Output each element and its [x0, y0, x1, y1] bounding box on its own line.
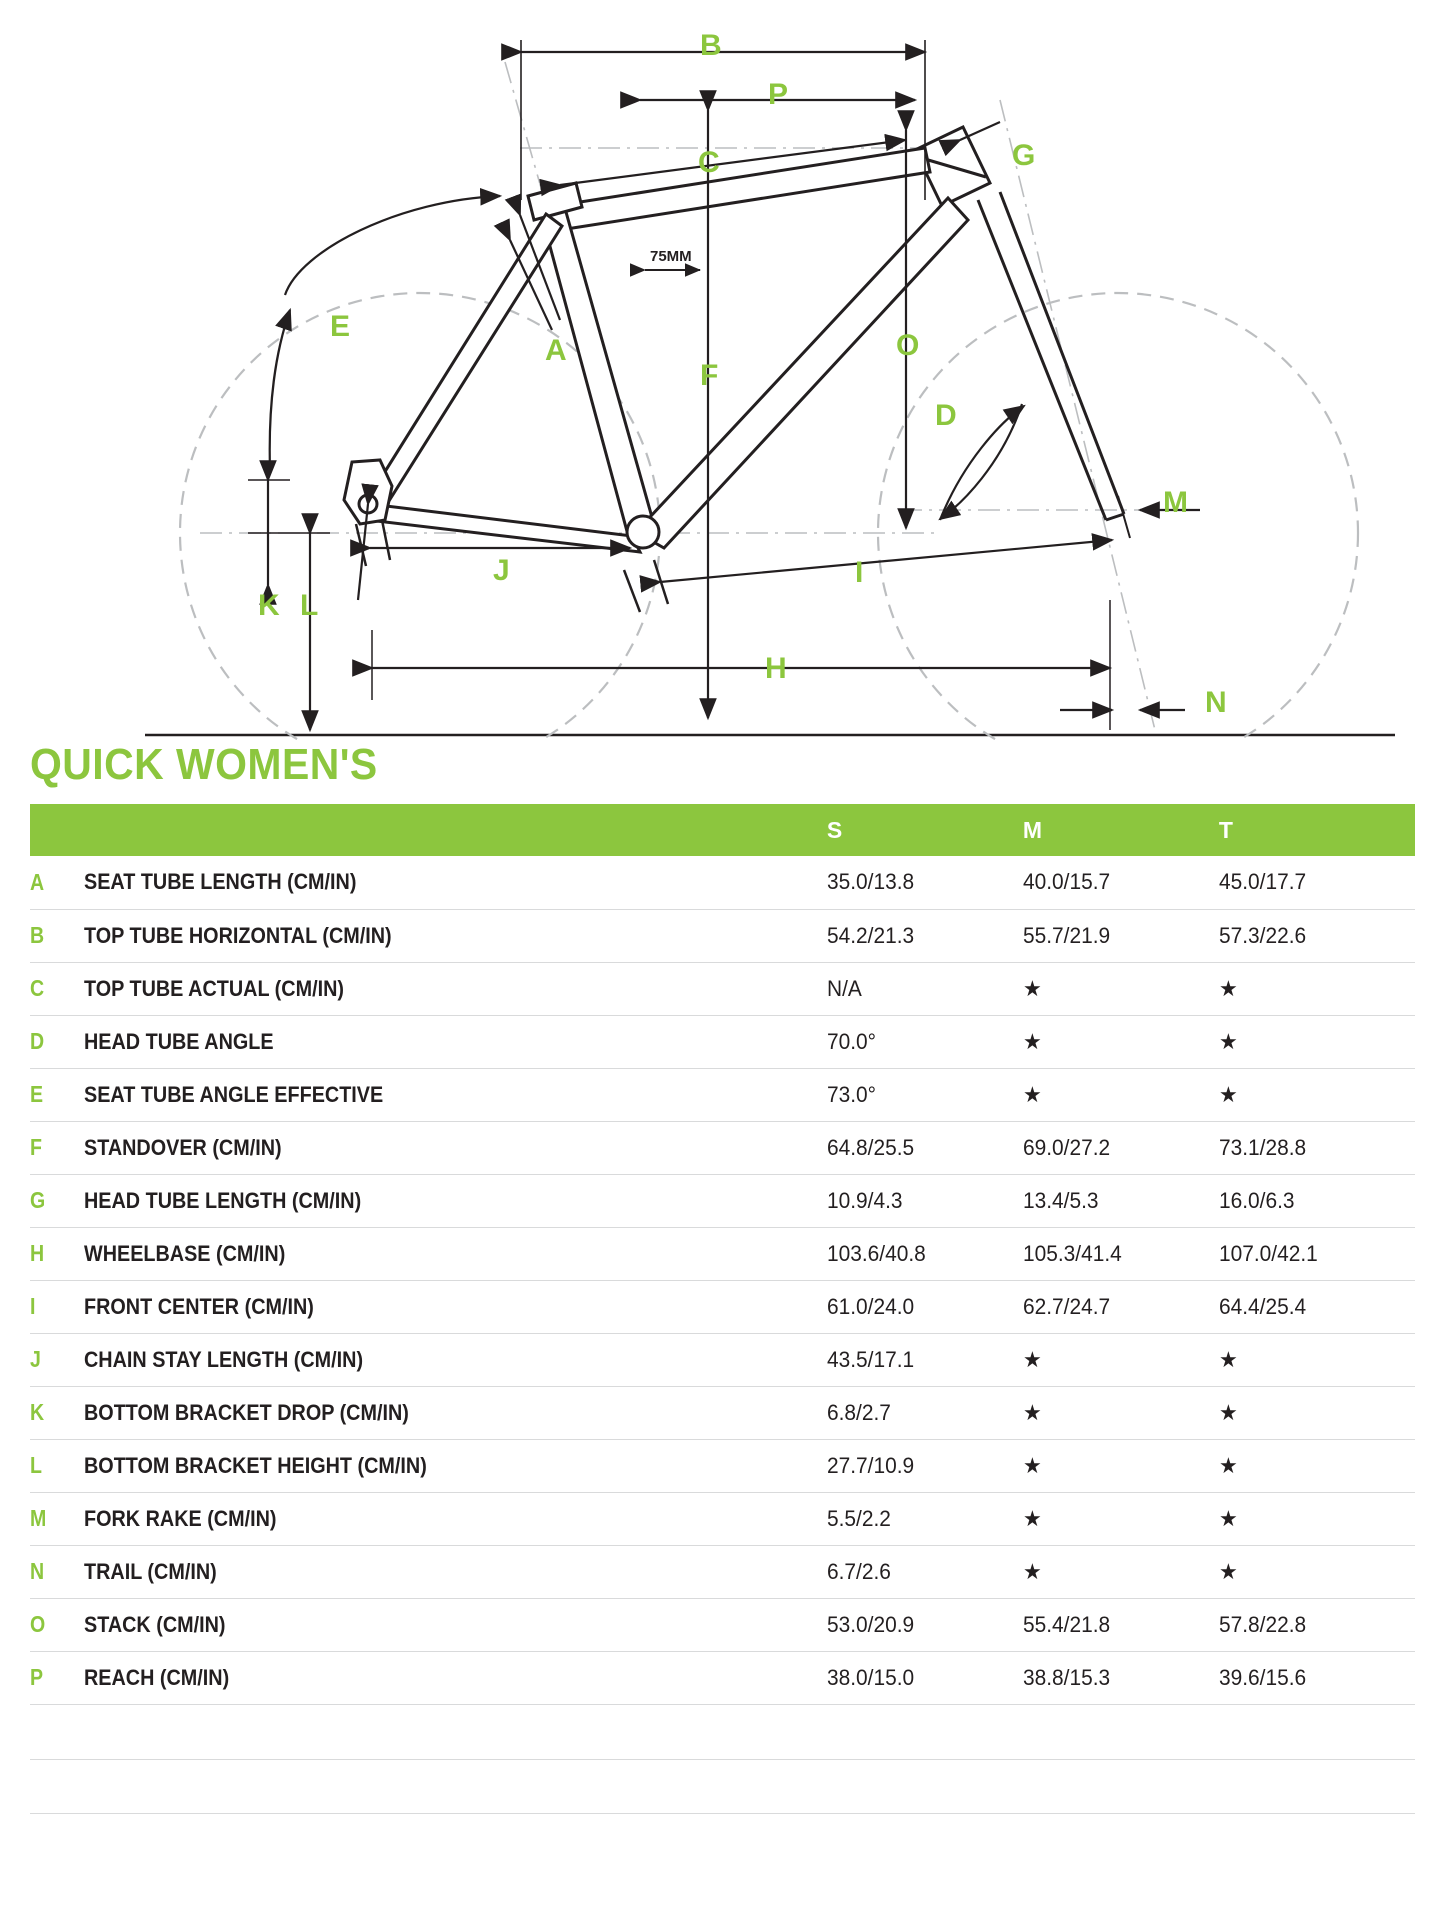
diagram-label-H: H — [765, 652, 787, 685]
bike-geometry-diagram — [0, 0, 1445, 740]
row-letter: K — [30, 1399, 45, 1425]
diagram-label-J: J — [493, 554, 510, 587]
table-row — [30, 1651, 1415, 1704]
diagram-label-D: D — [935, 399, 957, 432]
row-label: STACK (CM/IN) — [83, 1611, 226, 1637]
diagram-label-C: C — [698, 146, 720, 179]
row-label: TOP TUBE ACTUAL (CM/IN) — [83, 975, 344, 1001]
diagram-label-K: K — [258, 589, 280, 622]
table-row — [30, 1121, 1415, 1174]
row-value-t: ★ — [1218, 975, 1238, 1001]
row-value-m: 62.7/24.7 — [1022, 1293, 1111, 1319]
row-letter: P — [30, 1664, 44, 1690]
row-value-s: 10.9/4.3 — [826, 1187, 903, 1213]
row-letter: M — [30, 1505, 47, 1531]
row-letter: L — [30, 1452, 42, 1478]
table-row — [30, 1545, 1415, 1598]
geometry-table — [30, 804, 1415, 1705]
row-label: STANDOVER (CM/IN) — [83, 1134, 282, 1160]
row-value-t: ★ — [1218, 1081, 1238, 1107]
row-label: FRONT CENTER (CM/IN) — [83, 1293, 314, 1319]
column-header-measure — [84, 804, 827, 856]
row-value-s: 27.7/10.9 — [826, 1452, 914, 1478]
row-letter: D — [30, 1028, 45, 1054]
row-label: SEAT TUBE ANGLE EFFECTIVE — [83, 1081, 383, 1107]
row-label: TRAIL (CM/IN) — [83, 1558, 217, 1584]
row-value-t: 45.0/17.7 — [1218, 869, 1307, 895]
diagram-label-O: O — [896, 329, 920, 362]
diagram-label-M: M — [1163, 486, 1188, 519]
diagram-label-L: L — [300, 589, 319, 622]
column-header-s: S — [826, 816, 843, 843]
row-value-t: 57.8/22.8 — [1218, 1611, 1307, 1637]
row-value-s: 35.0/13.8 — [826, 869, 914, 895]
row-label: SEAT TUBE LENGTH (CM/IN) — [83, 869, 357, 895]
row-value-m: 38.8/15.3 — [1022, 1664, 1111, 1690]
row-value-s: 61.0/24.0 — [826, 1293, 914, 1319]
row-value-m: 40.0/15.7 — [1022, 869, 1111, 895]
diagram-label-B: B — [700, 29, 722, 62]
row-value-t: 39.6/15.6 — [1218, 1664, 1307, 1690]
row-value-t: ★ — [1218, 1452, 1238, 1478]
row-label: CHAIN STAY LENGTH (CM/IN) — [83, 1346, 363, 1372]
row-letter: C — [30, 975, 45, 1001]
row-value-s: 38.0/15.0 — [826, 1664, 914, 1690]
row-label: WHEELBASE (CM/IN) — [83, 1240, 286, 1266]
row-value-t: ★ — [1218, 1558, 1238, 1584]
row-letter: G — [30, 1187, 46, 1213]
table-row — [30, 962, 1415, 1015]
table-header-row — [30, 804, 1415, 856]
row-value-m: ★ — [1022, 1028, 1042, 1054]
row-value-s: 43.5/17.1 — [826, 1346, 914, 1372]
table-row — [30, 1068, 1415, 1121]
row-value-m: ★ — [1022, 1399, 1042, 1425]
row-value-s: 54.2/21.3 — [826, 922, 914, 948]
row-label: FORK RAKE (CM/IN) — [83, 1505, 277, 1531]
row-label: REACH (CM/IN) — [83, 1664, 229, 1690]
diagram-label-G: G — [1012, 139, 1036, 172]
row-label: BOTTOM BRACKET HEIGHT (CM/IN) — [83, 1452, 427, 1478]
table-row — [30, 1227, 1415, 1280]
footer-divider-1 — [30, 1759, 1415, 1761]
row-value-t: ★ — [1218, 1399, 1238, 1425]
diagram-label-A: A — [545, 334, 567, 367]
row-letter: O — [30, 1611, 46, 1637]
row-letter: N — [30, 1558, 45, 1584]
diagram-label-N: N — [1205, 686, 1227, 719]
row-value-m: ★ — [1022, 1452, 1042, 1478]
column-header-m: M — [1022, 816, 1043, 843]
row-value-m: ★ — [1022, 1081, 1042, 1107]
row-value-s: 53.0/20.9 — [826, 1611, 914, 1637]
row-value-m: ★ — [1022, 1346, 1042, 1372]
row-value-s: 6.8/2.7 — [826, 1399, 891, 1425]
row-letter: I — [30, 1293, 36, 1319]
diagram-label-I: I — [855, 556, 864, 589]
row-label: BOTTOM BRACKET DROP (CM/IN) — [83, 1399, 409, 1425]
row-letter: F — [30, 1134, 42, 1160]
row-value-t: ★ — [1218, 1028, 1238, 1054]
table-row — [30, 1174, 1415, 1227]
row-value-s: 103.6/40.8 — [826, 1240, 926, 1266]
table-row — [30, 1333, 1415, 1386]
row-label: HEAD TUBE ANGLE — [83, 1028, 274, 1054]
table-row — [30, 1439, 1415, 1492]
table-row — [30, 909, 1415, 962]
row-letter: H — [30, 1240, 45, 1266]
column-header-t: T — [1218, 816, 1233, 843]
row-value-s: 6.7/2.6 — [826, 1558, 891, 1584]
row-value-t: ★ — [1218, 1505, 1238, 1531]
row-letter: J — [30, 1346, 41, 1372]
row-value-s: 73.0° — [826, 1081, 876, 1107]
row-value-m: ★ — [1022, 975, 1042, 1001]
row-letter: E — [30, 1081, 44, 1107]
table-row — [30, 1280, 1415, 1333]
row-value-m: ★ — [1022, 1558, 1042, 1584]
row-value-m: ★ — [1022, 1505, 1042, 1531]
row-value-t: 57.3/22.6 — [1218, 922, 1307, 948]
row-value-t: 73.1/28.8 — [1218, 1134, 1307, 1160]
table-body — [30, 856, 1415, 1704]
table-row — [30, 856, 1415, 909]
table-row — [30, 1492, 1415, 1545]
diagram-label-F: F — [700, 359, 719, 392]
table-row — [30, 1598, 1415, 1651]
row-value-m: 55.7/21.9 — [1022, 922, 1111, 948]
row-value-t: 64.4/25.4 — [1218, 1293, 1307, 1319]
row-label: HEAD TUBE LENGTH (CM/IN) — [83, 1187, 361, 1213]
table-header — [30, 804, 1415, 856]
row-value-m: 55.4/21.8 — [1022, 1611, 1111, 1637]
diagram-label-P: P — [768, 78, 789, 111]
table-row — [30, 1386, 1415, 1439]
row-letter: A — [30, 868, 45, 895]
row-value-s: N/A — [826, 975, 862, 1001]
row-value-t: 107.0/42.1 — [1218, 1240, 1318, 1266]
callout-75mm: 75MM — [650, 248, 692, 265]
row-value-m: 69.0/27.2 — [1022, 1134, 1111, 1160]
page-title: QUICK WOMEN'S — [30, 740, 378, 789]
row-value-s: 64.8/25.5 — [826, 1134, 914, 1160]
footer-divider-2 — [30, 1813, 1415, 1815]
row-label: TOP TUBE HORIZONTAL (CM/IN) — [83, 922, 392, 948]
row-value-t: ★ — [1218, 1346, 1238, 1372]
diagram-label-E: E — [330, 310, 351, 343]
table-row — [30, 1015, 1415, 1068]
row-value-m: 13.4/5.3 — [1022, 1187, 1099, 1213]
row-value-m: 105.3/41.4 — [1022, 1240, 1122, 1266]
row-value-s: 5.5/2.2 — [826, 1505, 891, 1531]
column-header-letter — [30, 804, 84, 856]
row-value-t: 16.0/6.3 — [1218, 1187, 1295, 1213]
row-value-s: 70.0° — [826, 1028, 876, 1054]
row-letter: B — [30, 922, 45, 948]
